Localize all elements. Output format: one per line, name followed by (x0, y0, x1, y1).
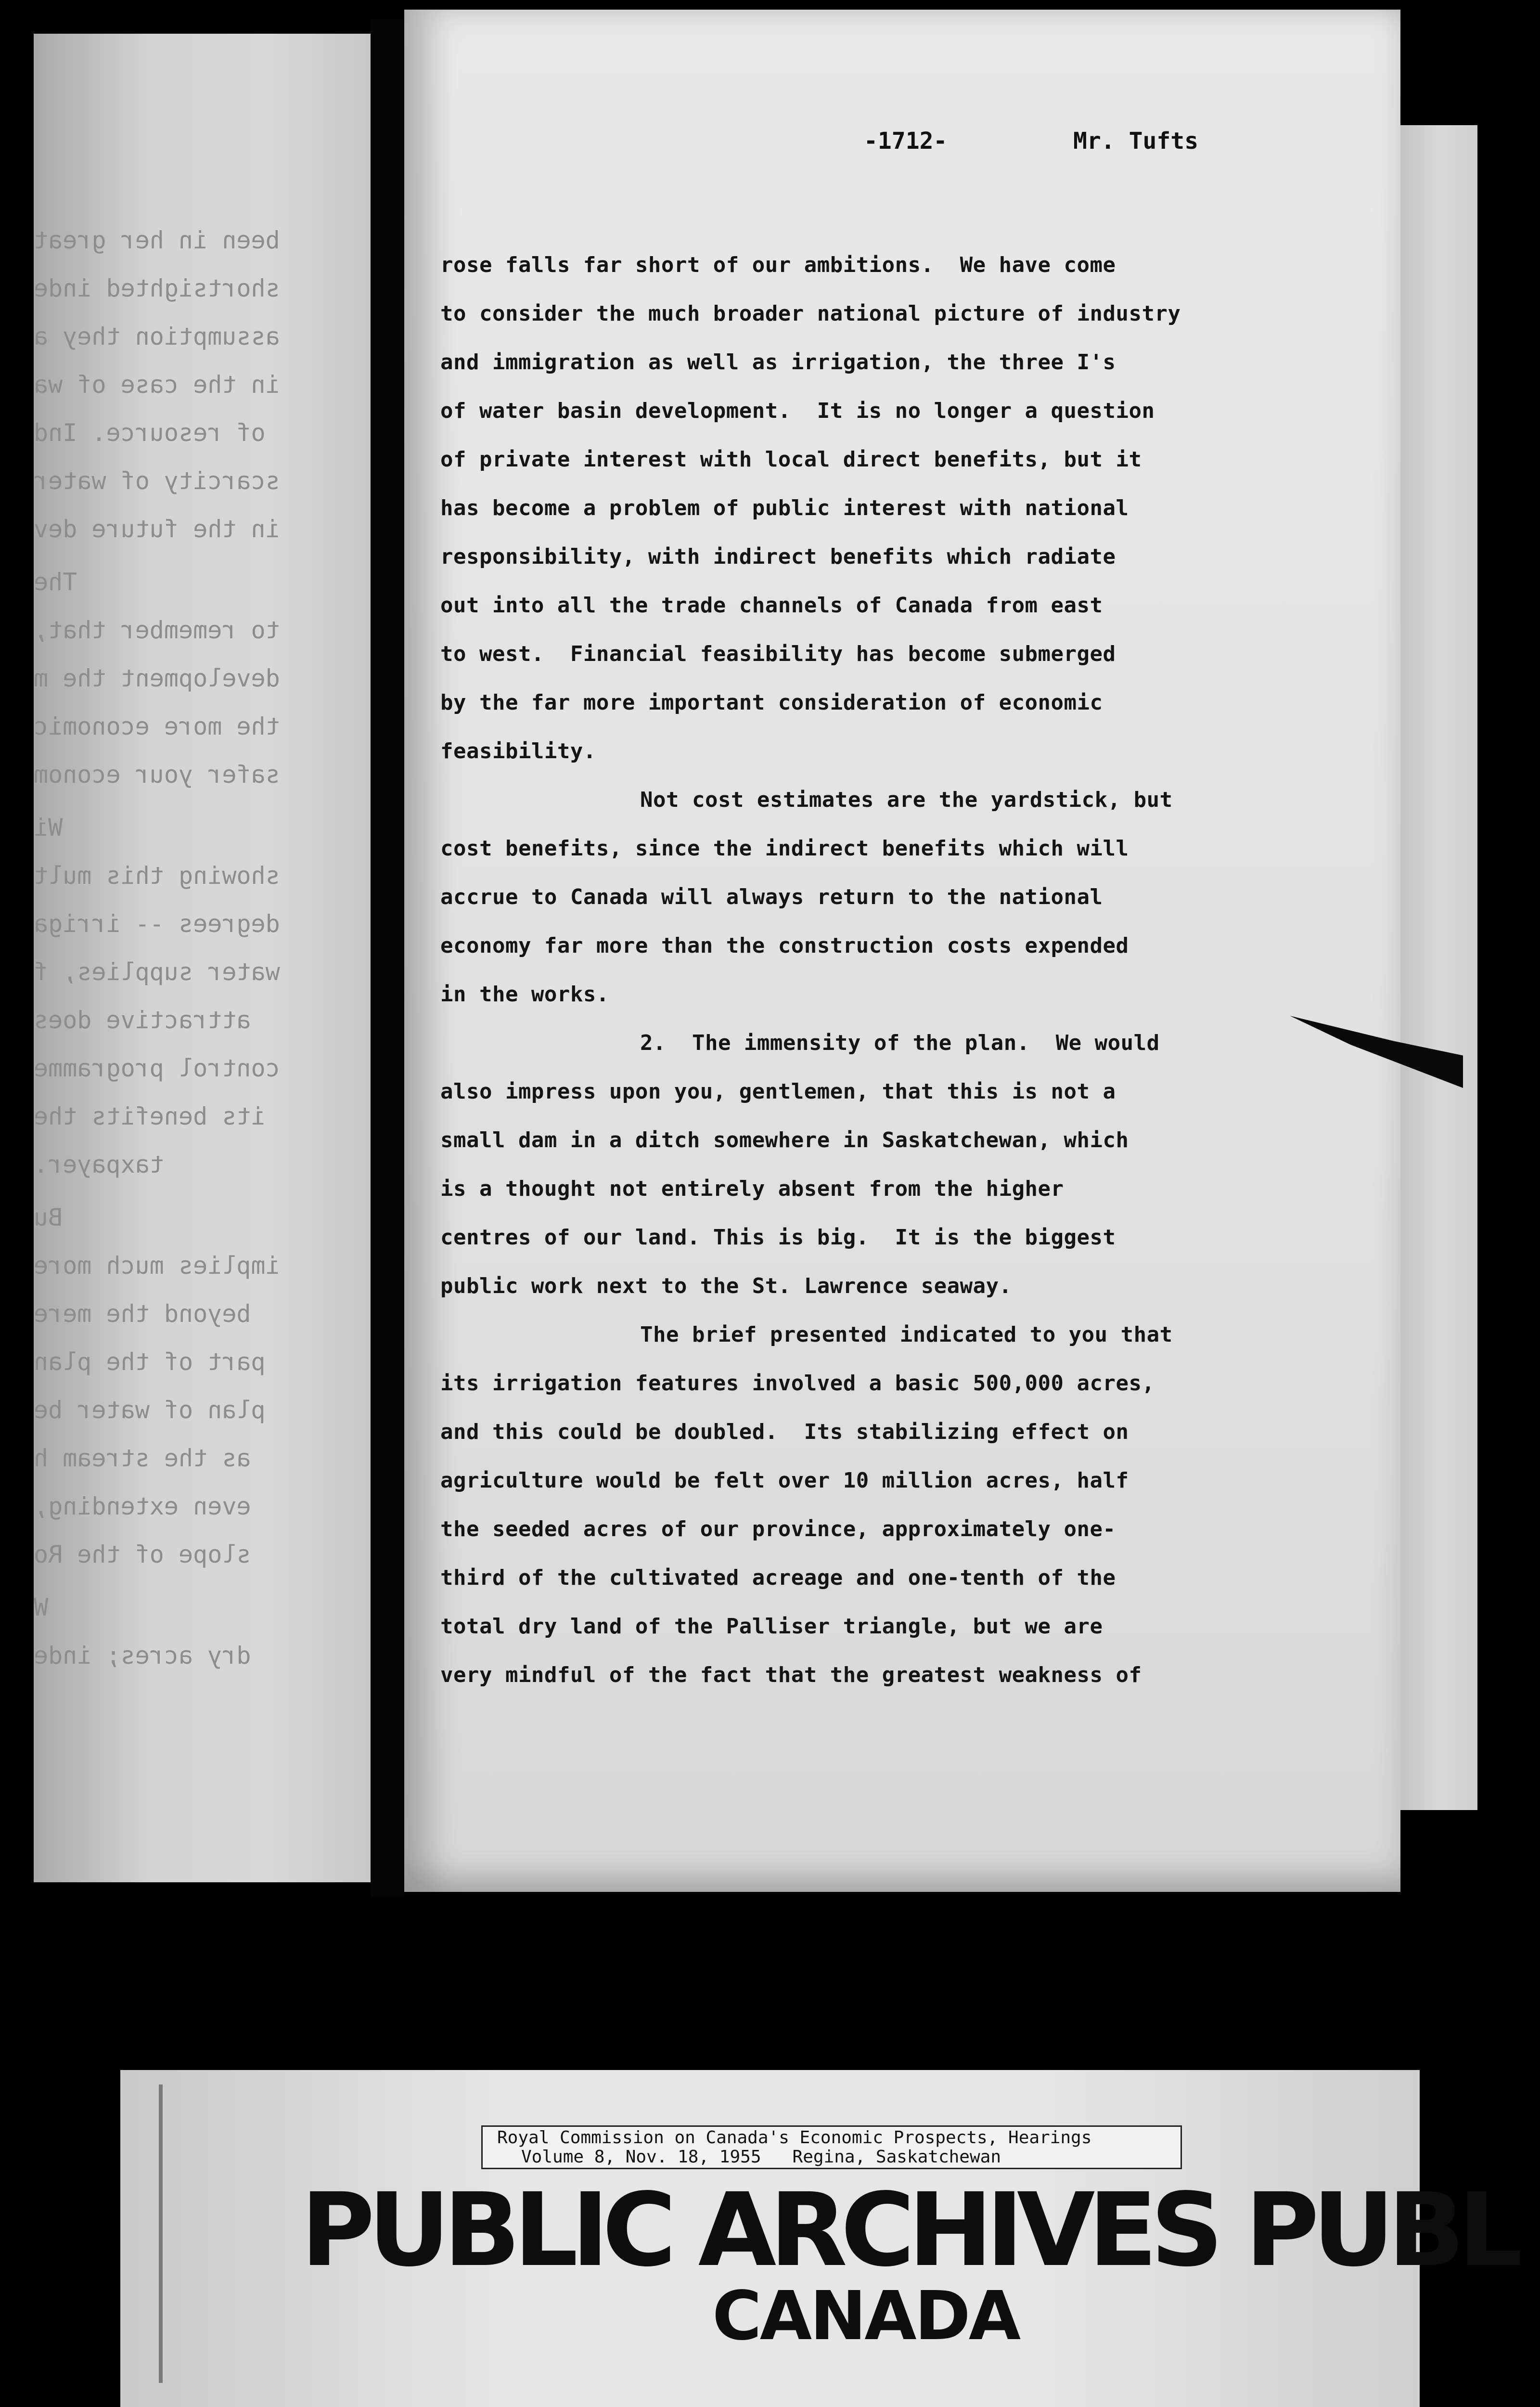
facing-page-line: dry acres; inde (34, 1642, 251, 1669)
body-line: public work next to the St. Lawrence seaway. (440, 1274, 1012, 1298)
archive-country: CANADA (712, 2277, 1019, 2355)
body-line: in the works. (440, 982, 609, 1007)
speaker-name: Mr. Tufts (1073, 128, 1199, 155)
facing-page-line: scarcity of water (34, 467, 280, 495)
facing-page-line: attractive does (34, 1006, 251, 1034)
body-line: to consider the much broader national picture of industry (440, 301, 1181, 326)
document-page (404, 10, 1400, 1892)
banner-fold (159, 2084, 163, 2383)
facing-page-line: The (34, 568, 77, 596)
facing-page-line: assumption they a (34, 323, 280, 350)
facing-page-line: development the m (34, 664, 280, 692)
body-line: out into all the trade channels of Canada from east (440, 593, 1103, 618)
body-line: Not cost estimates are the yardstick, but (640, 788, 1173, 812)
body-line: and immigration as well as irrigation, the three I's (440, 350, 1116, 375)
body-line: feasibility. (440, 739, 596, 764)
archive-title: PUBLIC ARCHIVES PUBL (301, 2171, 1516, 2289)
citation-label (481, 2125, 1182, 2169)
facing-page-line: to remember that, (34, 616, 280, 644)
body-line: by the far more important consideration of economic (440, 690, 1103, 715)
facing-page-line: control programme (34, 1054, 280, 1082)
body-line: of water basin development. It is no longer a question (440, 399, 1155, 423)
body-line: agriculture would be felt over 10 million acres, half (440, 1468, 1129, 1493)
facing-page-line: implies much more (34, 1252, 280, 1280)
body-line: very mindful of the fact that the greatest weakness of (440, 1663, 1142, 1687)
body-line: and this could be doubled. Its stabilizing effect on (440, 1420, 1129, 1444)
body-line: total dry land of the Palliser triangle, but we are (440, 1614, 1103, 1639)
body-line: third of the cultivated acreage and one-tenth of the (440, 1566, 1116, 1590)
body-line: has become a problem of public interest with national (440, 496, 1129, 520)
body-line: is a thought not entirely absent from the higher (440, 1177, 1064, 1201)
body-line: 2. The immensity of the plan. We would (640, 1031, 1160, 1055)
citation-line: Volume 8, Nov. 18, 1955 Regina, Saskatchewan (521, 2147, 1001, 2167)
facing-page-line: in the future dev (34, 515, 280, 543)
body-line: centres of our land. This is big. It is the biggest (440, 1225, 1116, 1250)
body-line: its irrigation features involved a basic 500,000 acres, (440, 1371, 1155, 1396)
facing-page-line: safer your econom (34, 761, 280, 789)
facing-page-line: W (34, 1593, 49, 1621)
facing-page-line: of resource. Ind (34, 419, 266, 447)
page-number: -1712- (864, 128, 948, 155)
facing-page-line: degrees -- irriga (34, 910, 280, 938)
facing-page-line: Wi (34, 814, 63, 841)
facing-page-line: the more economic (34, 712, 280, 740)
facing-page-line: slope of the Ro (34, 1540, 251, 1568)
facing-page-line: taxpayer. (34, 1151, 164, 1178)
body-line: The brief presented indicated to you that (640, 1322, 1173, 1347)
body-line: the seeded acres of our province, approximately one- (440, 1517, 1116, 1541)
facing-page-line: Bu (34, 1204, 63, 1231)
facing-page-line: been in her great (34, 226, 280, 254)
facing-page-line: plan of water be (34, 1396, 266, 1424)
facing-page (34, 34, 371, 1882)
citation-line: Royal Commission on Canada's Economic Prospects, Hearings (497, 2128, 1092, 2148)
facing-page-line: showing this mult (34, 862, 280, 890)
body-line: cost benefits, since the indirect benefits which will (440, 836, 1129, 861)
facing-page-line: even extending, (34, 1492, 251, 1520)
facing-page-line: beyond the mere (34, 1300, 251, 1328)
archive-banner (120, 2070, 1516, 2407)
body-line: of private interest with local direct benefits, but it (440, 447, 1142, 472)
binding-gutter (371, 19, 404, 1897)
body-line: economy far more than the construction costs expended (440, 933, 1129, 958)
facing-page-line: in the case of wa (34, 371, 280, 399)
facing-page-line: its benefits the (34, 1102, 266, 1130)
body-line: responsibility, with indirect benefits which radiate (440, 544, 1116, 569)
body-line: small dam in a ditch somewhere in Saskatchewan, which (440, 1128, 1129, 1152)
facing-page-line: shortsighted inde (34, 274, 280, 302)
body-line: also impress upon you, gentlemen, that this is not a (440, 1079, 1116, 1104)
facing-page-line: as the stream h (34, 1444, 251, 1472)
body-line: rose falls far short of our ambitions. We have come (440, 253, 1116, 277)
body-line: accrue to Canada will always return to the national (440, 885, 1103, 909)
facing-page-line: part of the plan (34, 1348, 266, 1376)
facing-page-line: water supplies, f (34, 958, 280, 986)
body-line: to west. Financial feasibility has become submerged (440, 642, 1116, 666)
